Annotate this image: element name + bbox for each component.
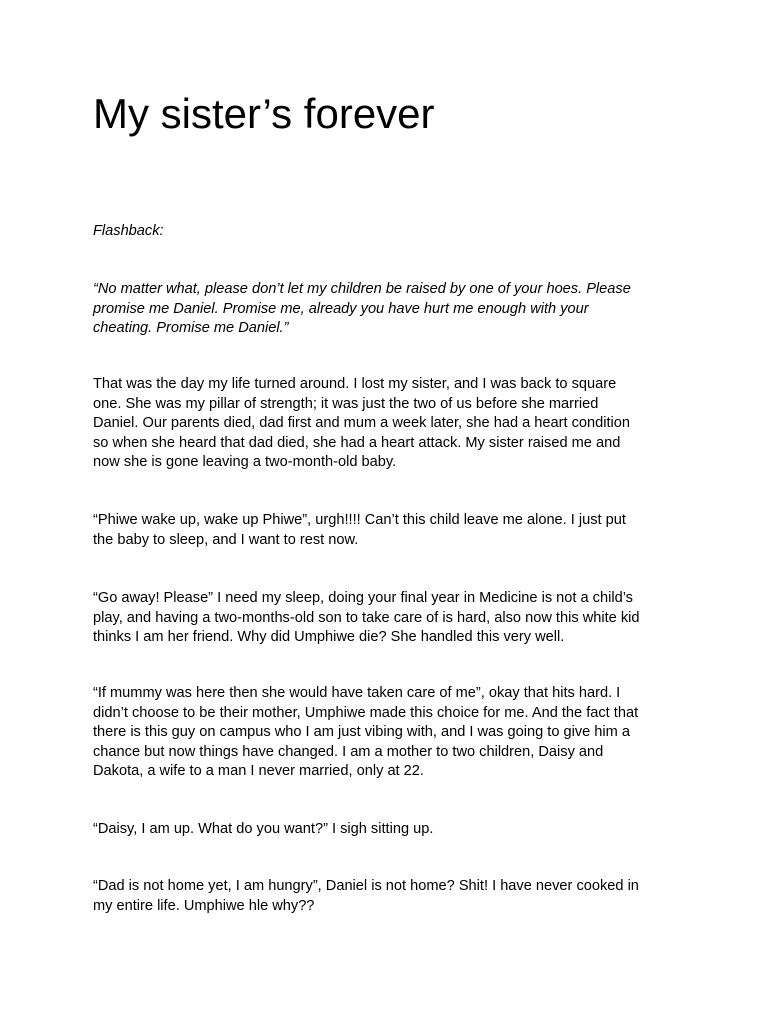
text-line: “Daisy, I am up. What do you want?” I sigh sitting up. [93,821,434,837]
text-line: “Dad is not home yet, I am hungry”, Daniel is not home? Shit! I have never cooked in [93,878,639,894]
paragraph-flashback [93,222,693,242]
text-line: play, and having a two-months-old son to take care of is hard, also now this white kid [93,609,640,626]
text-line: the baby to sleep, and I want to rest now. [93,531,359,548]
paragraph-body [93,375,693,473]
text-line: Dakota, a wife to a man I never married, only at 22. [93,763,424,780]
text-line: “No matter what, please don’t let my children be raised by one of your hoes. Please [93,281,631,297]
text-line: now she is gone leaving a two-month-old baby. [93,454,397,471]
text-line: promise me Daniel. Promise me, already you have hurt me enough with your [93,300,589,317]
paragraph-body [93,684,693,782]
text-line: Daniel. Our parents died, dad first and mum a week later, she had a heart condition [93,415,631,432]
text-line: “Phiwe wake up, wake up Phiwe”, urgh!!!! Can’t this child leave me alone. I just put [93,512,626,528]
text-line: my entire life. Umphiwe hle why?? [93,897,315,914]
text-line: one. She was my pillar of strength; it was just the two of us before she married [93,395,599,412]
paragraph-body [93,511,693,550]
paragraph-body [93,820,693,840]
text-line: so when she heard that dad died, she had a heart attack. My sister raised me and [93,434,621,451]
text-line: Flashback: [93,223,164,239]
text-line: “If mummy was here then she would have taken care of me”, okay that hits hard. I [93,685,621,701]
text-line: there is this guy on campus who I am just vibing with, and I was going to give him a [93,724,630,741]
text-line: cheating. Promise me Daniel.” [93,320,289,337]
document-title: My sister’s forever [93,90,435,137]
text-line: “Go away! Please” I need my sleep, doing your final year in Medicine is not a child’s [93,590,633,606]
text-line: didn’t choose to be their mother, Umphiwe made this choice for me. And the fact that [93,704,639,721]
paragraph-quote [93,280,693,339]
text-line: chance but now things have changed. I am a mother to two children, Daisy and [93,743,604,760]
paragraph-body [93,589,693,648]
text-line: That was the day my life turned around. I lost my sister, and I was back to square [93,376,617,392]
text-line: thinks I am her friend. Why did Umphiwe die? She handled this very well. [93,629,565,646]
paragraph-body [93,877,693,916]
